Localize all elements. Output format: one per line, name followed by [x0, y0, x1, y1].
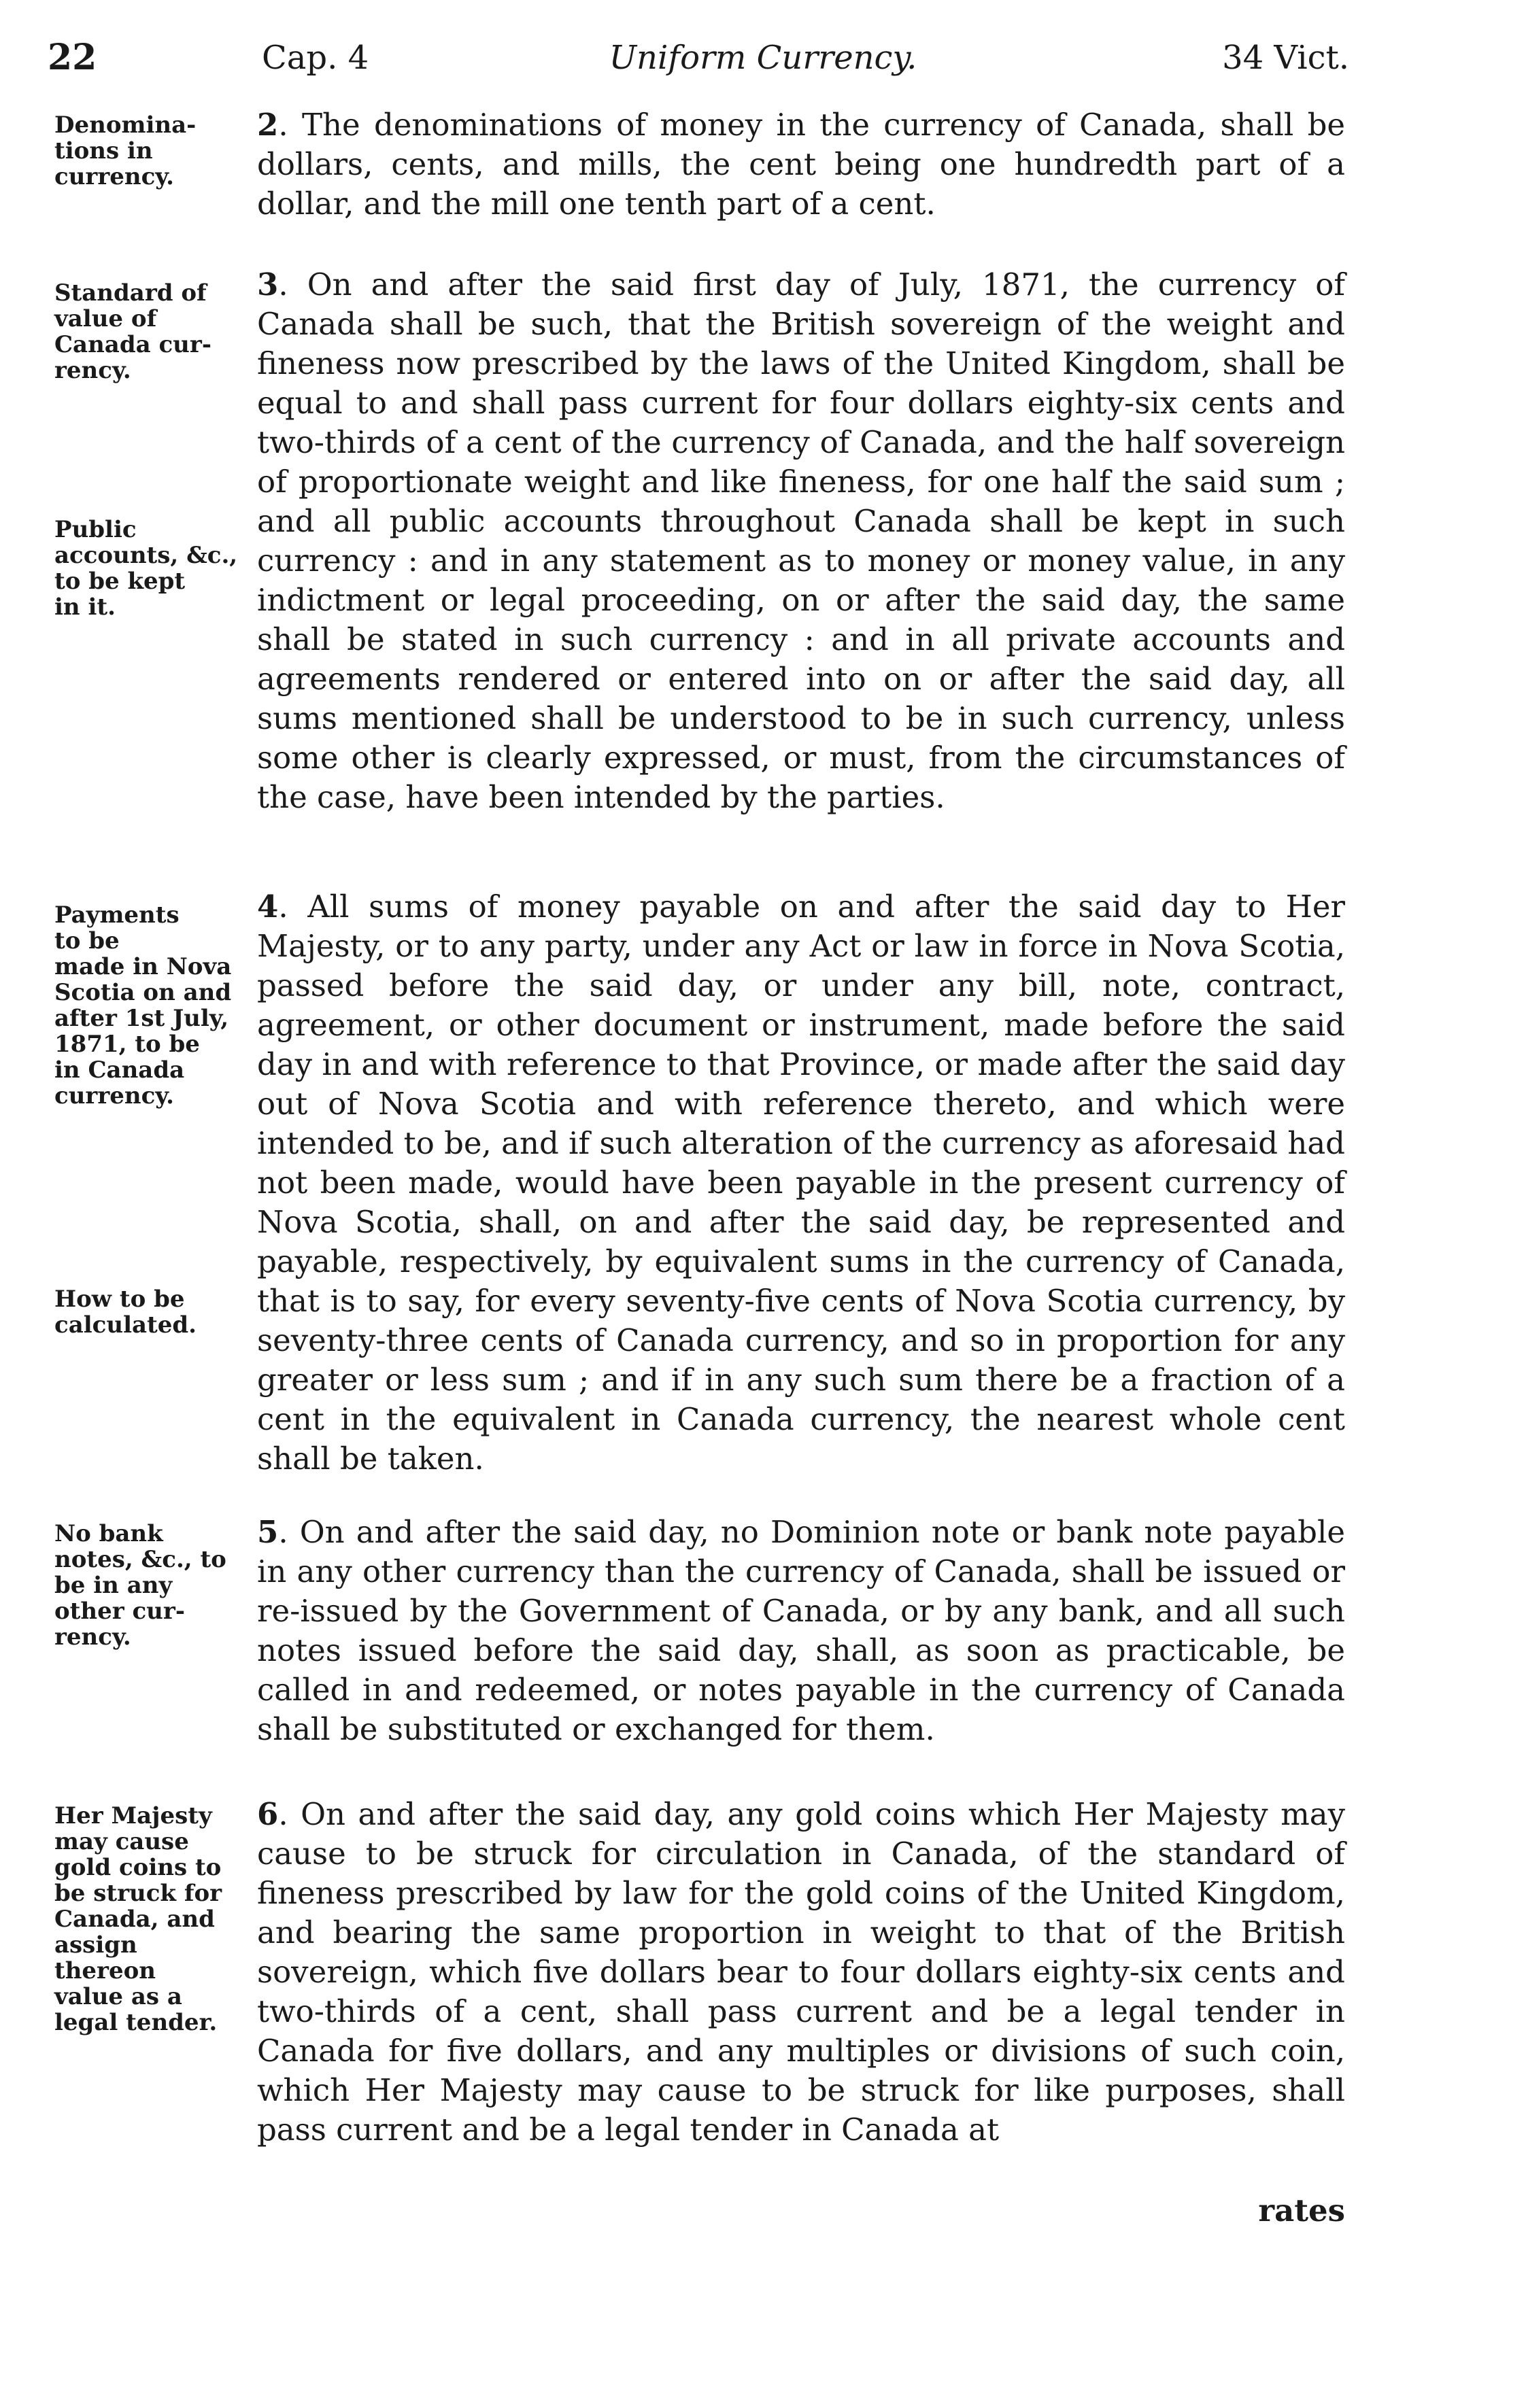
marginal-note-text: Public accounts, &c., to be kept in it.: [54, 516, 238, 621]
section-text: 4. All sums of money payable on and after the said day to Her Majesty, or to any party, under any Act or law in force in Nova Scotia, passed before the said day, or under any bill, note, contract, agreement, or other document or instrument, made before the said day in and with reference to that Province, or made after the said day out of Nova Scotia and with reference thereto, and which were intended to be, and if such alteration of the currency as aforesaid had not been made, would have been payable in the present currency of Nova Scotia, shall, on and after the said day, be represented and payable, respectively, by equivalent sums in the currency of Canada, that is to say, for every seventy-five cents of Nova Scotia currency, by seventy-three cents of Canada currency, and so in proportion for any greater or less sum ; and if in any such sum there be a fraction of a cent in the equivalent in Canada currency, the nearest whole cent shall be taken.: [257, 889, 1345, 1477]
catchword: rates: [1258, 2192, 1345, 2229]
section-number: 6: [257, 1796, 279, 1832]
section-number: 5: [257, 1514, 279, 1550]
section-number: 2: [257, 107, 279, 143]
regnal-year: 34 Vict.: [1222, 39, 1349, 77]
marginal-note: [54, 1286, 245, 1338]
chapter-reference: Cap. 4: [262, 39, 369, 77]
marginal-note: [54, 517, 245, 620]
section-text: 6. On and after the said day, any gold coins which Her Majesty may cause to be struck for circulation in Canada, of the standard of fineness prescribed by law for the gold coins of the United Kingdom, and bearing the same proportion in weight to that of the British sovereign, which five dollars bear to four dollars eighty-six cents and two-thirds of a cent, shall pass current and be a legal tender in Canada for five dollars, and any multiples or divisions of such coin, which Her Majesty may cause to be struck for like purposes, shall pass current and be a legal tender in Canada at: [257, 1796, 1346, 2148]
running-title: Uniform Currency.: [609, 39, 917, 77]
running-header: [0, 27, 1526, 88]
section-body: On and after the said day, any gold coins which Her Majesty may cause to be struck for circulation in Canada, of the standard of fineness prescribed by law for the gold coins of the United Kingdom, and bearing the same proportion in weight to that of the British sovereign, which five dollars bear to four dollars eighty-six cents and two-thirds of a cent, shall pass current and be a legal tender in Canada for five dollars, and any multiples or divisions of such coin, which Her Majesty may cause to be struck for like purposes, shall pass current and be a legal tender in Canada at: [257, 1796, 1346, 2148]
marginal-note: [54, 1803, 245, 2035]
marginal-note: [54, 280, 245, 383]
page-number: 22: [48, 37, 97, 78]
section-number: 3: [257, 266, 279, 303]
section-body: On and after the said day, no Dominion note or bank note payable in any other currency than the currency of Canada, shall be issued or re-issued by the Government of Canada, or by any bank, and all such notes issued before the said day, shall, as soon as practicable, be called in and redeemed, or notes payable in the currency of Canada shall be substituted or exchanged for them.: [257, 1514, 1346, 1747]
marginal-note: [54, 1521, 245, 1650]
section-text: 3. On and after the said first day of July, 1871, the currency of Canada shall be such, that the British sovereign of the weight and fineness now prescribed by the laws of the United Kingdom, shall be equal to and shall pass current for four dollars eighty-six cents and two-thirds of a cent of the currency of Canada, and the half sovereign of proportionate weight and like fineness, for one half the said sum ; and all public accounts throughout Canada shall be kept in such currency : and in any statement as to money or money value, in any indictment or legal proceeding, on or after the said day, the same shall be stated in such currency : and in all private accounts and agreements rendered or entered into on or after the said day, all sums mentioned shall be understood to be in such currency, unless some other is clearly expressed, or must, from the circumstances of the case, have been intended by the parties.: [257, 266, 1346, 815]
section-number: 4: [257, 889, 279, 925]
marginal-note-text: No bank notes, &c., to be in any other cur- rency.: [54, 1520, 226, 1651]
marginal-note-text: Denomina- tions in currency.: [54, 111, 197, 190]
marginal-note-text: Standard of value of Canada cur- rency.: [54, 279, 211, 384]
section-text: 5. On and after the said day, no Dominion note or bank note payable in any other currency than the currency of Canada, shall be issued or re-issued by the Government of Canada, or by any bank, and all such notes issued before the said day, shall, as soon as practicable, be called in and redeemed, or notes payable in the currency of Canada shall be substituted or exchanged for them.: [257, 1514, 1346, 1747]
marginal-note-text: Payments to be made in Nova Scotia on and after 1st July, 1871, to be in Canada currency.: [54, 901, 232, 1110]
marginal-note-text: How to be calculated.: [54, 1286, 197, 1339]
marginal-note-text: Her Majesty may cause gold coins to be struck for Canada, and assign thereon value as a legal tender.: [54, 1802, 222, 2036]
section-body: On and after the said first day of July, 1871, the currency of Canada shall be such, that the British sovereign of the weight and fineness now prescribed by the laws of the United Kingdom, shall be equal to and shall pass current for four dollars eighty-six cents and two-thirds of a cent of the currency of Canada, and the half sovereign of proportionate weight and like fineness, for one half the said sum ; and all public accounts throughout Canada shall be kept in such currency : and in any statement as to money or money value, in any indictment or legal proceeding, on or after the said day, the same shall be stated in such currency : and in all private accounts and agreements rendered or entered into on or after the said day, all sums mentioned shall be understood to be in such currency, unless some other is clearly expressed, or must, from the circumstances of the case, have been intended by the parties.: [257, 266, 1346, 815]
marginal-note: [54, 902, 245, 1109]
marginal-note: [54, 112, 245, 190]
section-body: All sums of money payable on and after the said day to Her Majesty, or to any party, under any Act or law in force in Nova Scotia, passed before the said day, or under any bill, note, contract, agreement, or other document or instrument, made before the said day in and with reference to that Province, or made after the said day out of Nova Scotia and with reference thereto, and which were intended to be, and if such alteration of the currency as aforesaid had not been made, would have been payable in the present currency of Nova Scotia, shall, on and after the said day, be represented and payable, respectively, by equivalent sums in the currency of Canada, that is to say, for every seventy-five cents of Nova Scotia currency, by seventy-three cents of Canada currency, and so in proportion for any greater or less sum ; and if in any such sum there be a fraction of a cent in the equivalent in Canada currency, the nearest whole cent shall be taken.: [257, 889, 1345, 1477]
section-body: The denominations of money in the currency of Canada, shall be dollars, cents, and mills, the cent being one hundredth part of a dollar, and the mill one tenth part of a cent.: [257, 107, 1346, 222]
section-text: 2. The denominations of money in the currency of Canada, shall be dollars, cents, and mills, the cent being one hundredth part of a dollar, and the mill one tenth part of a cent.: [257, 107, 1346, 222]
